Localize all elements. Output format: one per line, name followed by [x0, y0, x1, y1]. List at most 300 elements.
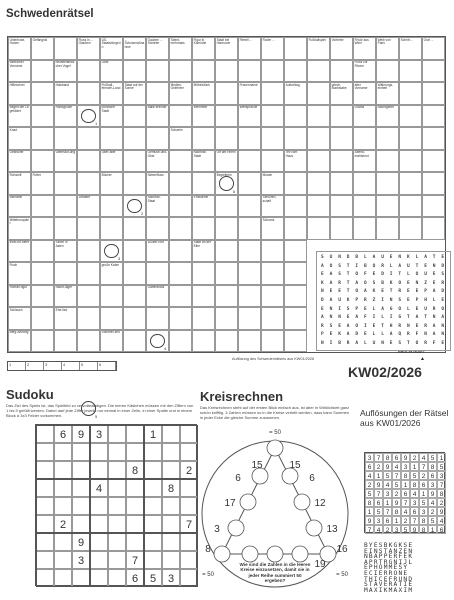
crossword-cell[interactable] [238, 217, 261, 240]
solution-cell[interactable]: 3 [44, 362, 62, 370]
crossword-cell[interactable] [376, 60, 399, 83]
sudoku-cell[interactable] [144, 497, 162, 515]
solution-sudoku-cell: 9 [374, 480, 383, 489]
sudoku-cell[interactable] [90, 461, 108, 479]
given-number: 19 [314, 559, 326, 570]
inset-letter: F [415, 332, 419, 338]
crossword-cell[interactable] [169, 240, 192, 263]
sudoku-cell[interactable] [108, 461, 126, 479]
sudoku-cell[interactable] [180, 497, 198, 515]
sudoku-cell[interactable]: 3 [90, 425, 108, 443]
crossword-clue: Fußball-fernseh-Land [100, 82, 123, 105]
sudoku-cell[interactable] [54, 533, 72, 551]
crossword-cell[interactable] [100, 285, 123, 308]
inset-letter: E [415, 289, 419, 295]
sudoku-cell[interactable] [108, 569, 126, 587]
sudoku-cell[interactable] [162, 533, 180, 551]
crossword-cell[interactable] [54, 195, 77, 218]
sudoku-cell[interactable] [36, 443, 54, 461]
crossword-cell[interactable] [215, 217, 238, 240]
solution-cell[interactable]: 6 [98, 362, 116, 370]
crossword-cell[interactable] [215, 195, 238, 218]
crossword-cell[interactable] [192, 285, 215, 308]
crossword-cell[interactable] [31, 285, 54, 308]
crossword-clue: Bälle-erfinder [146, 105, 169, 128]
crossword-clue: Nachbar-Stadt [192, 150, 215, 173]
crossword-cell[interactable] [31, 217, 54, 240]
crossword-cell[interactable] [54, 262, 77, 285]
sudoku-cell[interactable] [108, 533, 126, 551]
crossword-cell[interactable] [169, 307, 192, 330]
sudoku-cell[interactable] [90, 551, 108, 569]
crossword-cell[interactable] [261, 285, 284, 308]
sudoku-cell[interactable] [180, 443, 198, 461]
crossword-cell[interactable] [284, 240, 307, 263]
sudoku-cell[interactable] [36, 569, 54, 587]
crossword-cell[interactable] [330, 217, 353, 240]
crossword-cell[interactable] [376, 127, 399, 150]
sudoku-cell[interactable]: 1 [144, 425, 162, 443]
crossword-cell[interactable] [169, 105, 192, 128]
crossword-cell[interactable] [422, 127, 445, 150]
crossword-cell[interactable] [422, 150, 445, 173]
sudoku-cell[interactable] [72, 515, 90, 533]
crossword-cell[interactable] [77, 150, 100, 173]
crossword-cell[interactable] [399, 150, 422, 173]
crossword-cell[interactable] [146, 307, 169, 330]
crossword-cell[interactable] [77, 285, 100, 308]
sudoku-cell[interactable]: 7 [126, 551, 144, 569]
crossword-cell[interactable] [238, 262, 261, 285]
crossword-cell[interactable] [215, 82, 238, 105]
solution-sudoku-cell: 7 [374, 489, 383, 498]
inset-letter: R [398, 323, 402, 329]
crossword-cell[interactable] [215, 127, 238, 150]
crossword-cell[interactable] [261, 240, 284, 263]
crossword-cell[interactable] [123, 285, 146, 308]
sudoku-cell[interactable] [144, 533, 162, 551]
crossword-cell[interactable] [284, 262, 307, 285]
crossword-cell[interactable] [330, 60, 353, 83]
sudoku-cell[interactable] [180, 569, 198, 587]
crossword-cell[interactable] [307, 217, 330, 240]
sudoku-cell[interactable]: 8 [162, 479, 180, 497]
crossword-cell[interactable] [169, 60, 192, 83]
sudoku-cell[interactable] [72, 497, 90, 515]
crossword-cell[interactable] [192, 127, 215, 150]
crossword-cell[interactable] [422, 217, 445, 240]
crossword-cell[interactable] [77, 240, 100, 263]
crossword-cell[interactable] [123, 150, 146, 173]
sudoku-cell[interactable] [54, 479, 72, 497]
crossword-cell[interactable] [215, 60, 238, 83]
crossword-cell[interactable] [422, 82, 445, 105]
solution-cell[interactable]: 2 [26, 362, 44, 370]
crossword-cell[interactable] [169, 262, 192, 285]
sudoku-cell[interactable]: 6 [126, 569, 144, 587]
crossword-cell[interactable] [261, 262, 284, 285]
crossword-cell[interactable] [54, 172, 77, 195]
inset-letter: A [381, 306, 384, 312]
crossword-clue: Frauenname [238, 82, 261, 105]
crossword-cell[interactable] [238, 195, 261, 218]
crossword-cell[interactable] [123, 172, 146, 195]
crossword-cell[interactable] [146, 127, 169, 150]
crossword-cell[interactable] [169, 150, 192, 173]
crossword-cell[interactable] [77, 60, 100, 83]
solution-sudoku-cell: 6 [419, 480, 428, 489]
crossword-cell[interactable] [77, 82, 100, 105]
crossword-cell[interactable] [399, 82, 422, 105]
crossword-cell[interactable] [123, 60, 146, 83]
sudoku-cell[interactable] [126, 497, 144, 515]
crossword-cell[interactable] [284, 330, 307, 353]
sudoku-cell[interactable] [144, 479, 162, 497]
crossword-cell[interactable] [399, 127, 422, 150]
sudoku-cell[interactable]: 7 [180, 515, 198, 533]
crossword-cell[interactable] [284, 172, 307, 195]
crossword-cell[interactable] [31, 330, 54, 353]
sudoku-cell[interactable] [180, 551, 198, 569]
solution-sudoku-cell: 6 [401, 489, 410, 498]
crossword-cell[interactable] [77, 127, 100, 150]
crossword-cell[interactable] [376, 217, 399, 240]
sudoku-cell[interactable] [36, 461, 54, 479]
crossword-cell[interactable] [307, 150, 330, 173]
sudoku-cell[interactable] [36, 551, 54, 569]
crossword-cell[interactable] [376, 195, 399, 218]
given-number: 13 [326, 524, 338, 535]
sudoku-cell[interactable] [126, 533, 144, 551]
sudoku-cell[interactable] [162, 497, 180, 515]
crossword-cell[interactable] [399, 105, 422, 128]
crossword-cell[interactable] [284, 37, 307, 60]
crossword-cell[interactable] [123, 217, 146, 240]
inset-letter: A [329, 272, 333, 278]
crossword-cell[interactable] [307, 172, 330, 195]
inset-letter: A [424, 255, 427, 260]
crossword-clue: Weinrebe [192, 105, 215, 128]
crossword-cell[interactable] [31, 150, 54, 173]
crossword-cell[interactable] [307, 60, 330, 83]
crossword-cell[interactable] [238, 307, 261, 330]
solution-sudoku-cell: 7 [410, 516, 419, 525]
sudoku-cell[interactable] [72, 461, 90, 479]
sudoku-cell[interactable] [36, 425, 54, 443]
crossword-cell[interactable] [54, 330, 77, 353]
crossword-cell[interactable] [31, 307, 54, 330]
crossword-cell[interactable] [399, 217, 422, 240]
crossword-cell[interactable] [146, 60, 169, 83]
sudoku-cell[interactable] [108, 551, 126, 569]
crossword-cell[interactable] [54, 37, 77, 60]
crossword-clue: Talent-mehrmals [169, 37, 192, 60]
sudoku-cell[interactable]: 9 [72, 425, 90, 443]
solution-cell[interactable]: 4 [62, 362, 80, 370]
sudoku-cell[interactable] [108, 425, 126, 443]
crossword-cell[interactable] [399, 172, 422, 195]
solution-sudoku-cell: 7 [401, 498, 410, 507]
sudoku-cell[interactable]: 6 [54, 425, 72, 443]
crossword-cell[interactable] [31, 240, 54, 263]
sudoku-cell[interactable] [126, 443, 144, 461]
sudoku-cell[interactable] [72, 479, 90, 497]
crossword-cell[interactable] [123, 262, 146, 285]
sudoku-cell[interactable] [144, 443, 162, 461]
crossword-cell[interactable] [31, 105, 54, 128]
sudoku-cell[interactable]: 3 [72, 551, 90, 569]
crossword-clue: Weib von Paris [376, 37, 399, 60]
crossword-cell[interactable] [169, 285, 192, 308]
sudoku-cell[interactable] [162, 461, 180, 479]
crossword-cell[interactable] [284, 60, 307, 83]
inset-letter: R [432, 306, 436, 312]
crossword-cell[interactable] [261, 105, 284, 128]
crossword-cell[interactable] [100, 217, 123, 240]
crossword-cell[interactable] [54, 217, 77, 240]
sudoku-cell[interactable]: 9 [72, 533, 90, 551]
crossword-cell[interactable] [422, 60, 445, 83]
sudoku-cell[interactable] [180, 479, 198, 497]
crossword-cell[interactable] [399, 60, 422, 83]
inset-letter: T [346, 289, 350, 295]
crossword-cell[interactable] [307, 195, 330, 218]
sudoku-cell[interactable]: 4 [90, 479, 108, 497]
crossword-clue: Überhäuf-ung [54, 150, 77, 173]
crossword-cell[interactable] [330, 195, 353, 218]
solution-circle [127, 199, 142, 214]
crossword-cell[interactable] [284, 285, 307, 308]
inset-letter: A [321, 263, 324, 269]
crossword-clue: Graf ... [422, 37, 445, 60]
crossword-cell[interactable] [100, 195, 123, 218]
inset-letter: N [338, 255, 341, 260]
crossword-cell[interactable] [307, 127, 330, 150]
sudoku-cell[interactable] [36, 497, 54, 515]
solution-sudoku-cell: 6 [383, 516, 392, 525]
crossword-cell[interactable] [169, 195, 192, 218]
solution-number: 5 [95, 413, 98, 419]
crossword-clue: Schritt ... [399, 37, 422, 60]
sudoku-cell[interactable] [36, 515, 54, 533]
crossword-cell[interactable] [169, 172, 192, 195]
sudoku-cell[interactable] [108, 479, 126, 497]
crossword-cell[interactable] [77, 217, 100, 240]
sudoku-cell[interactable] [90, 569, 108, 587]
crossword-cell[interactable] [146, 262, 169, 285]
crossword-cell[interactable] [215, 330, 238, 353]
sudoku-cell[interactable] [108, 515, 126, 533]
sudoku-cell[interactable] [162, 551, 180, 569]
sudoku-cell[interactable] [108, 497, 126, 515]
crossword-cell[interactable] [192, 307, 215, 330]
number-circle [294, 494, 310, 510]
inset-letter: T [407, 315, 410, 321]
solution-number: 6 [233, 188, 236, 194]
crossword-cell[interactable] [261, 330, 284, 353]
sudoku-cell[interactable] [162, 425, 180, 443]
sudoku-cell[interactable] [54, 497, 72, 515]
crossword-cell[interactable] [399, 195, 422, 218]
crossword-cell[interactable] [169, 217, 192, 240]
crossword-cell[interactable] [31, 127, 54, 150]
crossword-cell[interactable] [353, 217, 376, 240]
sudoku-cell[interactable] [126, 515, 144, 533]
sudoku-cell[interactable] [126, 479, 144, 497]
crossword-cell[interactable] [261, 60, 284, 83]
crossword-cell[interactable] [238, 172, 261, 195]
sudoku-cell[interactable]: 2 [180, 461, 198, 479]
solution-sudoku-cell: 4 [365, 471, 374, 480]
crossword-cell[interactable] [376, 150, 399, 173]
crossword-cell[interactable] [31, 195, 54, 218]
solution-cell[interactable]: 5 [80, 362, 98, 370]
crossword-cell[interactable] [100, 307, 123, 330]
sudoku-cell[interactable] [54, 443, 72, 461]
crossword-cell[interactable] [330, 127, 353, 150]
solution-sudoku-cell: 3 [410, 498, 419, 507]
crossword-cell[interactable] [123, 240, 146, 263]
sudoku-cell[interactable] [180, 425, 198, 443]
crossword-cell[interactable] [261, 307, 284, 330]
crossword-cell[interactable] [215, 262, 238, 285]
crossword-cell[interactable] [123, 330, 146, 353]
sudoku-cell[interactable] [162, 443, 180, 461]
crossword-cell[interactable] [77, 307, 100, 330]
crossword-cell[interactable] [261, 150, 284, 173]
crossword-cell[interactable] [422, 195, 445, 218]
crossword-cell[interactable] [238, 150, 261, 173]
crossword-cell[interactable] [238, 285, 261, 308]
crossword-cell[interactable] [330, 105, 353, 128]
crossword-cell[interactable] [123, 127, 146, 150]
sudoku-cell[interactable] [126, 425, 144, 443]
sudoku-cell[interactable]: 2 [54, 515, 72, 533]
crossword-cell[interactable] [192, 262, 215, 285]
sudoku-cell[interactable] [108, 443, 126, 461]
crossword-cell[interactable] [330, 172, 353, 195]
crossword-cell[interactable] [31, 262, 54, 285]
inset-letter: O [372, 263, 376, 269]
crossword-clue: polnische Stadt [100, 105, 123, 128]
solution-sudoku-cell: 6 [365, 462, 374, 471]
crossword-cell[interactable] [284, 105, 307, 128]
inset-letter: R [338, 280, 341, 286]
crossword-cell[interactable] [215, 285, 238, 308]
inset-letter: D [346, 255, 350, 260]
sudoku-cell[interactable] [144, 515, 162, 533]
inset-letter: A [355, 280, 359, 286]
inset-letter: E [441, 298, 445, 303]
crossword-cell[interactable] [77, 330, 100, 353]
crossword-cell[interactable] [123, 105, 146, 128]
inset-letter: O [415, 272, 419, 278]
crossword-cell[interactable] [238, 330, 261, 353]
sudoku-cell[interactable] [90, 533, 108, 551]
inset-letter: E [389, 341, 393, 346]
crossword-cell[interactable] [353, 172, 376, 195]
crossword-cell[interactable] [422, 105, 445, 128]
sudoku-cell[interactable]: 5 [144, 569, 162, 587]
crossword-clue: Figur in Komödie [192, 37, 215, 60]
sudoku-cell[interactable] [72, 569, 90, 587]
crossword-solution-row [7, 361, 117, 371]
crossword-cell[interactable] [146, 82, 169, 105]
crossword-cell[interactable] [215, 307, 238, 330]
crossword-cell[interactable] [284, 127, 307, 150]
sudoku-cell[interactable]: 8 [126, 461, 144, 479]
sudoku-cell[interactable] [144, 551, 162, 569]
crossword-cell[interactable] [284, 307, 307, 330]
sudoku-cell[interactable] [180, 533, 198, 551]
crossword-clue: Abend-mahlsbrot [353, 150, 376, 173]
crossword-cell[interactable] [238, 240, 261, 263]
crossword-cell[interactable] [215, 240, 238, 263]
sudoku-cell[interactable] [90, 515, 108, 533]
crossword-cell[interactable] [376, 172, 399, 195]
sudoku-cell[interactable]: 3 [162, 569, 180, 587]
crossword-cell[interactable] [238, 60, 261, 83]
crossword-clue: Möbelstück [192, 82, 215, 105]
solution-cell[interactable]: 1 [8, 362, 26, 370]
crossword-cell[interactable] [54, 127, 77, 150]
crossword-cell[interactable] [123, 307, 146, 330]
crossword-cell[interactable] [100, 127, 123, 150]
crossword-cell[interactable] [284, 195, 307, 218]
crossword-cell[interactable] [192, 217, 215, 240]
crossword-cell[interactable] [307, 105, 330, 128]
inset-letter: L [381, 332, 384, 338]
crossword-cell[interactable] [307, 82, 330, 105]
crossword-cell[interactable] [353, 127, 376, 150]
crossword-cell[interactable] [77, 172, 100, 195]
sudoku-cell[interactable] [54, 569, 72, 587]
sudoku-cell[interactable] [144, 461, 162, 479]
crossword-cell[interactable] [31, 60, 54, 83]
sudoku-cell[interactable] [90, 443, 108, 461]
crossword-cell[interactable] [261, 82, 284, 105]
inset-letter: E [381, 289, 384, 295]
crossword-cell[interactable] [192, 60, 215, 83]
sudoku-cell[interactable] [36, 479, 54, 497]
crossword-cell[interactable] [422, 172, 445, 195]
sudoku-cell[interactable] [90, 497, 108, 515]
crossword-cell[interactable] [146, 217, 169, 240]
inset-letter: L [381, 315, 384, 321]
crossword-cell[interactable] [77, 262, 100, 285]
number-circle [242, 546, 258, 562]
inset-letter: O [415, 341, 419, 346]
crossword-cell[interactable] [192, 330, 215, 353]
sudoku-cell[interactable] [36, 533, 54, 551]
crossword-cell[interactable] [284, 217, 307, 240]
crossword-cell[interactable] [31, 82, 54, 105]
sudoku-cell[interactable] [54, 551, 72, 569]
crossword-clue: Fußballspiel [307, 37, 330, 60]
crossword-cell[interactable] [261, 127, 284, 150]
solution-sudoku-cell: 5 [374, 507, 383, 516]
crossword-cell[interactable] [215, 105, 238, 128]
crossword-cell[interactable] [238, 127, 261, 150]
crossword-cell[interactable] [192, 172, 215, 195]
sudoku-cell[interactable] [54, 461, 72, 479]
crossword-cell[interactable] [353, 195, 376, 218]
crossword-clue: Kraut [8, 127, 31, 150]
crossword-cell[interactable] [169, 330, 192, 353]
sudoku-cell[interactable] [72, 443, 90, 461]
crossword-cell[interactable] [330, 150, 353, 173]
sudoku-cell[interactable] [162, 515, 180, 533]
